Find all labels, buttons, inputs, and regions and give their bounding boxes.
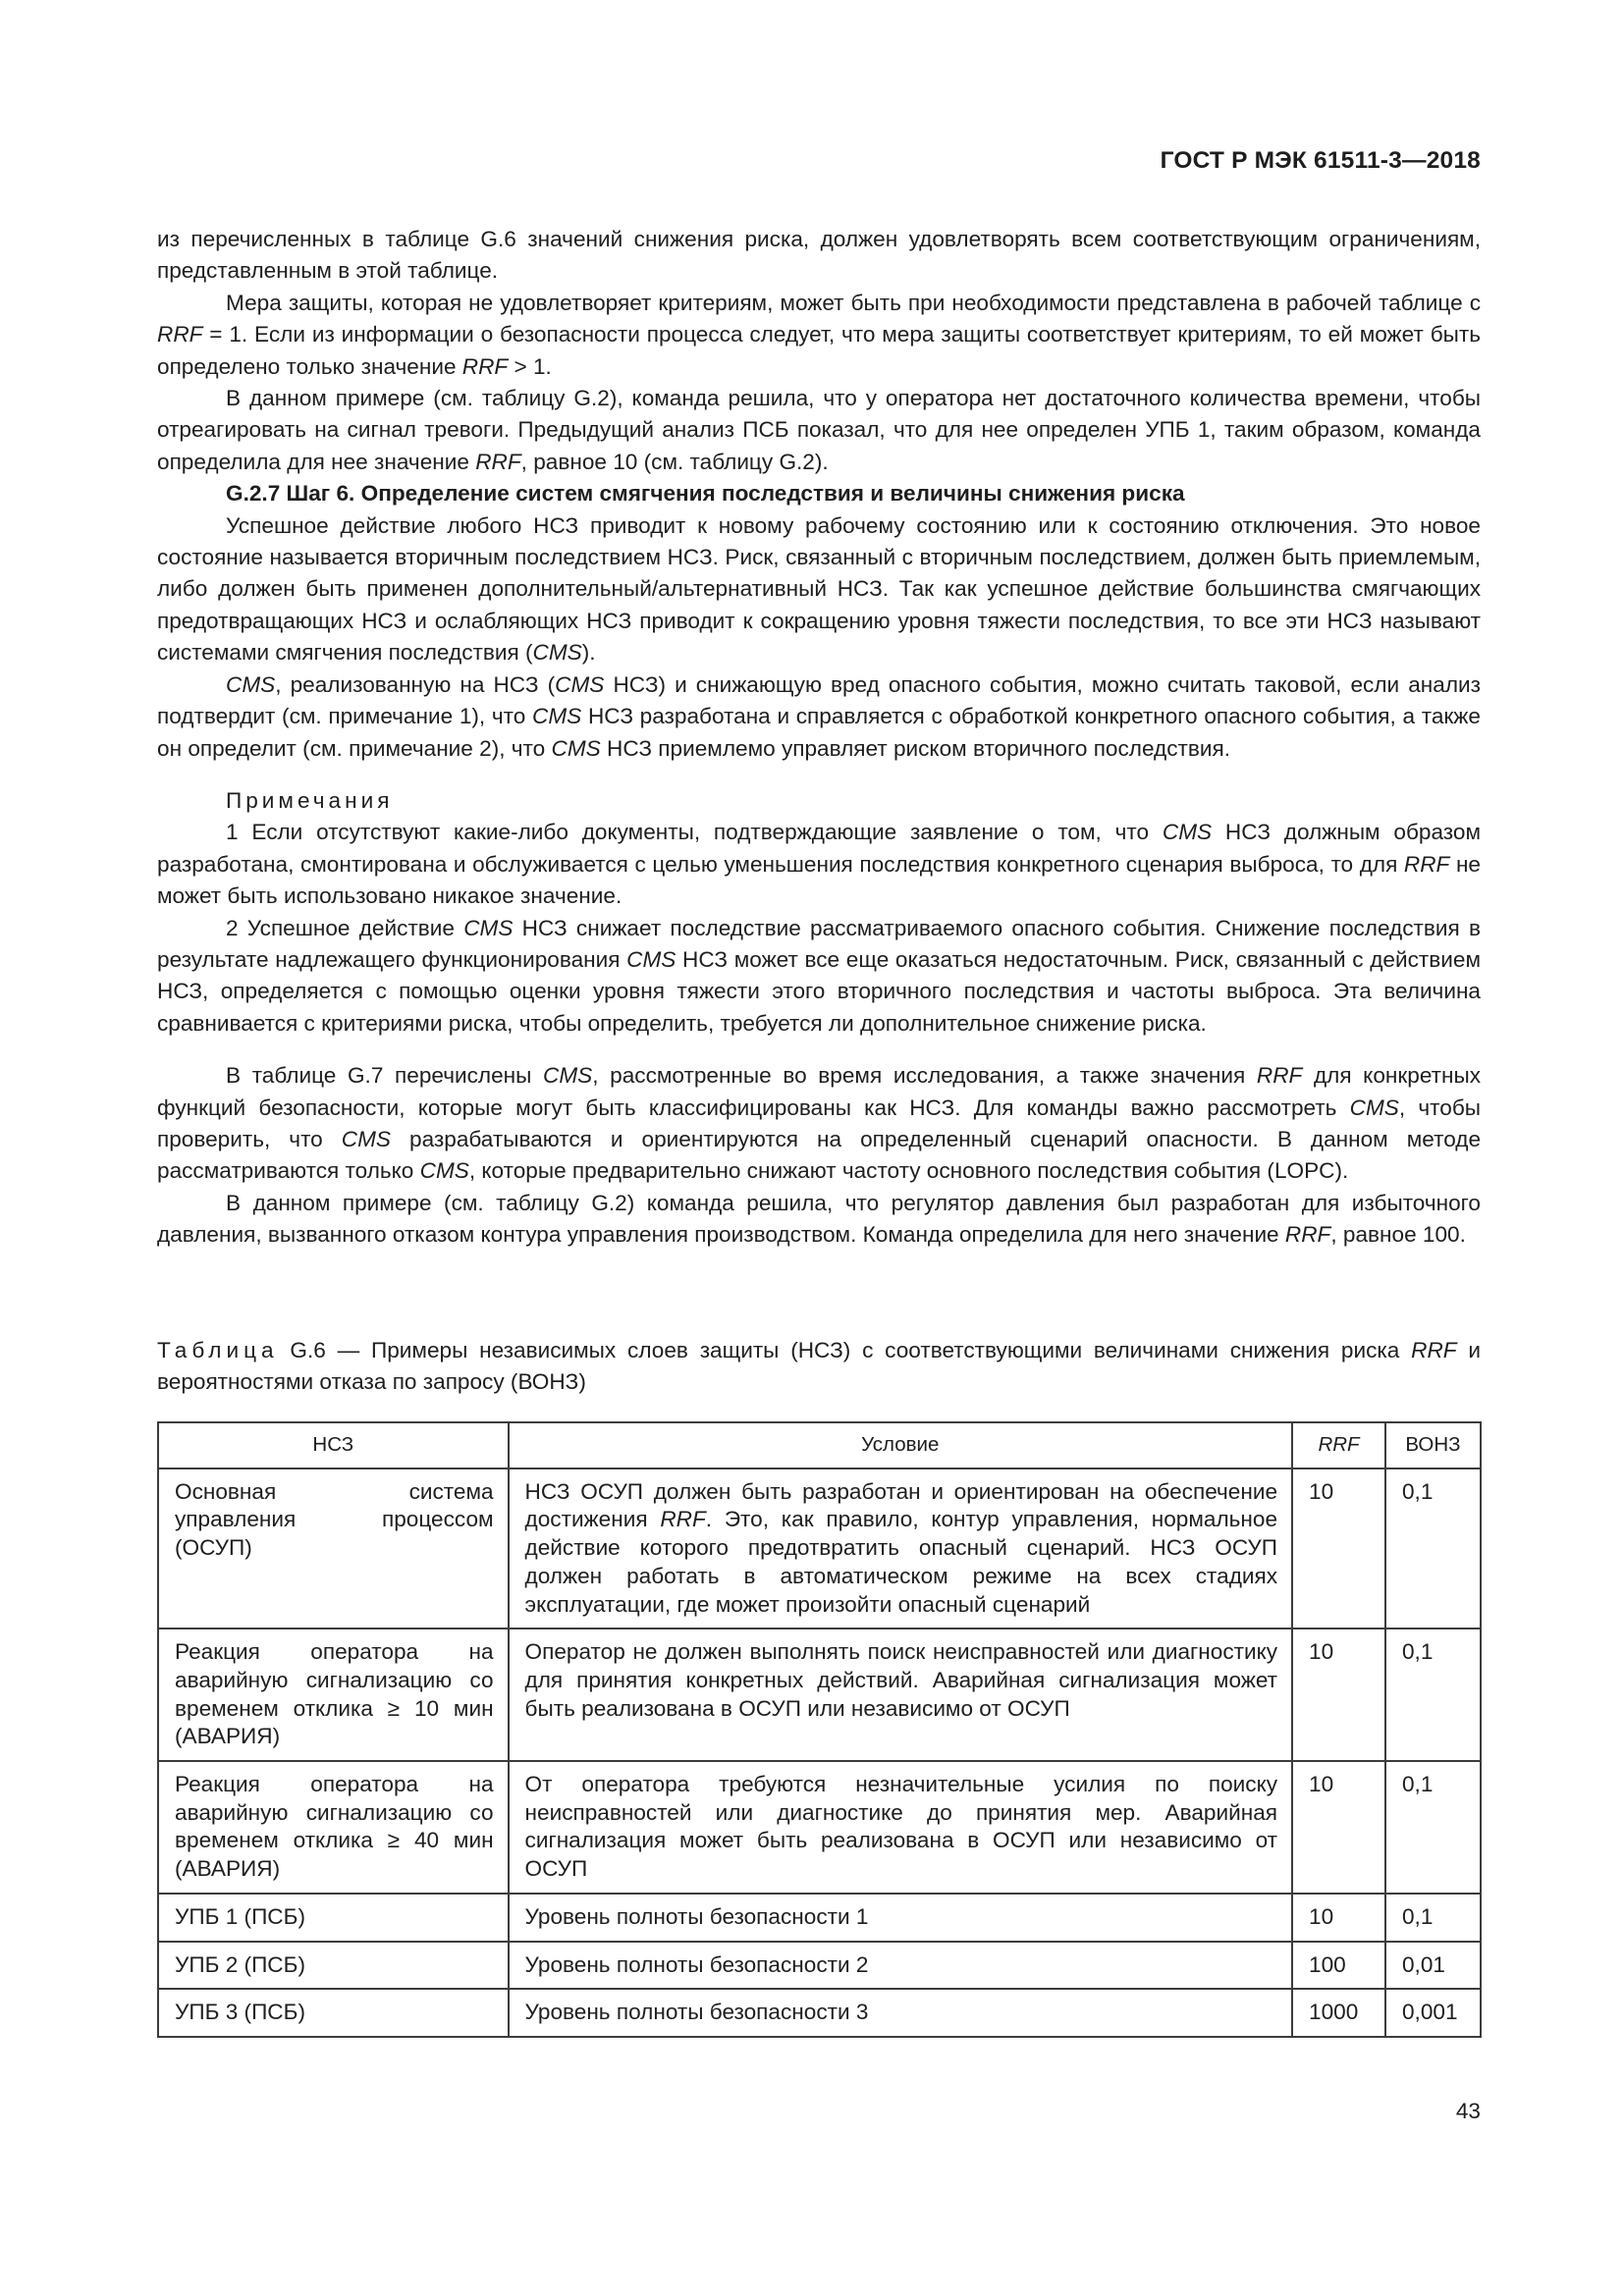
cell-rrf: 10 <box>1292 1629 1385 1761</box>
table-row <box>158 1942 1481 1990</box>
table-row <box>158 1468 1481 1629</box>
table-row <box>158 1761 1481 1894</box>
term-cms: CMS <box>532 640 582 666</box>
cell-pfd: 0,1 <box>1385 1894 1481 1942</box>
cell-condition: Уровень полноты безопасности 1 <box>509 1894 1292 1942</box>
paragraph: В данном примере (см. таблицу G.2), команда решила, что у оператора нет достаточного количества времени, чтобы отреагировать на сигнал тревоги. Предыдущий анализ ПСБ показал, что для нее определен УПБ 1, таким образом, команда определила для нее значение RRF, равное 10 (см. таблицу G.2). <box>157 386 1481 474</box>
term-rrf: RRF <box>660 1507 706 1532</box>
term-cms: CMS <box>1162 820 1213 845</box>
paragraph: CMS, реализованную на НСЗ (CMS НСЗ) и снижающую вред опасного события, можно считать таковой, если анализ подтвердит (см. примечание 1), что CMS НСЗ разработана и справляется с обработкой конкретного опасного события, а также он определит (см. примечание 2), что CMS НСЗ приемлемо управляет риском вторичного последствия. <box>157 671 1481 761</box>
table-g6 <box>157 1421 1482 2038</box>
term-cms: CMS <box>543 1063 593 1089</box>
cell-rrf: 10 <box>1292 1761 1385 1894</box>
cell-layer: Реакция оператора на аварийную сигнализацию со временем отклика ≥ 10 мин (АВАРИЯ) <box>158 1629 509 1761</box>
table-row <box>158 1894 1481 1942</box>
header-pfd: ВОНЗ <box>1385 1422 1481 1468</box>
term-rrf: RRF <box>1411 1338 1457 1362</box>
paragraph: Мера защиты, которая не удовлетворяет критериям, может быть при необходимости представлена в рабочей таблице с RRF = 1. Если из информации о безопасности процесса следует, что мера защиты соответствует критериям, то ей может быть определено только значение RRF > 1. <box>157 290 1481 379</box>
header-rrf: RRF <box>1292 1422 1385 1468</box>
cell-pfd: 0,1 <box>1385 1468 1481 1629</box>
cell-condition: От оператора требуются незначительные усилия по поиску неисправностей или диагностике до принятия мер. Аварийная сигнализация может быть реализована в ОСУП или независимо от ОСУП <box>509 1761 1292 1894</box>
cell-condition: НСЗ ОСУП должен быть разработан и ориентирован на обеспечение достижения RRF. Это, как правило, контур управления, нормальное действие которого предотвратить опасный сценарий. НСЗ ОСУП должен работать в автоматическом режиме на всех стадиях эксплуатации, где может произойти опасный сценарий <box>509 1468 1292 1629</box>
term-cms: CMS <box>551 735 601 761</box>
cell-condition: Оператор не должен выполнять поиск неисправностей или диагностику для принятия конкретных действий. Аварийная сигнализация может быть реализована в ОСУП или независимо от ОСУП <box>509 1629 1292 1761</box>
term-rrf: RRF <box>157 322 203 347</box>
term-rrf: RRF <box>475 449 521 474</box>
cell-pfd: 0,1 <box>1385 1629 1481 1761</box>
paragraph: Успешное действие любого НСЗ приводит к новому рабочему состоянию или к состоянию отключения. Это новое состояние называется вторичным последствием НСЗ. Риск, связанный с вторичным последствием, должен быть приемлемым, либо должен быть применен дополнительный/альтернативный НСЗ. Так как успешное действие большинства смягчающих предотвращающих НСЗ и ослабляющих НСЗ приводит к сокращению уровня тяжести последствия, то все эти НСЗ называют системами смягчения последствия (CMS). <box>157 512 1481 666</box>
term-cms: CMS <box>341 1126 391 1151</box>
header-condition: Условие <box>509 1422 1292 1468</box>
header-layer: НСЗ <box>158 1422 509 1468</box>
cell-layer: Реакция оператора на аварийную сигнализацию со временем отклика ≥ 40 мин (АВАРИЯ) <box>158 1761 509 1894</box>
cell-rrf: 10 <box>1292 1468 1385 1629</box>
term-cms: CMS <box>226 671 276 697</box>
note-2: 2 Успешное действие CMS НСЗ снижает последствие рассматриваемого опасного события. Снижение последствия в результате надлежащего функционирования CMS НСЗ может все еще оказаться недостаточным. Риск, связанный с действием НСЗ, определяется с помощью оценки уровня тяжести этого вторичного последствия и частоты выброса. Эта величина сравнивается с критериями риска, чтобы определить, требуется ли дополнительное снижение риска. <box>157 915 1481 1036</box>
paragraph: В таблице G.7 перечислены CMS, рассмотренные во время исследования, а также значения RRF для конкретных функций безопасности, которые могут быть классифицированы как НСЗ. Для команды важно рассмотреть CMS, чтобы проверить, что CMS разрабатываются и ориентируются на определенный сценарий опасности. В данном методе рассматриваются только CMS, которые предварительно снижают частоту основного последствия события (LOPC). <box>157 1063 1482 1184</box>
paragraph: В данном примере (см. таблицу G.2) команда решила, что регулятор давления был разработан для избыточного давления, вызванного отказом контура управления производством. Команда определила для него значение RRF, равное 100. <box>157 1190 1481 1248</box>
page-number: 43 <box>1455 2099 1481 2123</box>
table-row <box>158 1989 1481 2037</box>
term-cms: CMS <box>1349 1095 1399 1120</box>
cell-layer: УПБ 2 (ПСБ) <box>158 1942 509 1990</box>
table-caption-label: Таблица <box>157 1338 279 1362</box>
table-caption: Таблица G.6 — Примеры независимых слоев защиты (НСЗ) с соответствующими величинами снижения риска RRF и вероятностями отказа по запросу (ВОНЗ) <box>157 1338 1481 1395</box>
term-cms: CMS <box>532 704 582 729</box>
term-rrf: RRF <box>1256 1063 1303 1089</box>
cell-pfd: 0,001 <box>1385 1989 1481 2037</box>
table-header-row <box>158 1422 1481 1468</box>
note-1: 1 Если отсутствуют какие-либо документы, подтверждающие заявление о том, что CMS НСЗ должным образом разработана, смонтирована и обслуживается с целью уменьшения последствия конкретного сценария выброса, то для RRF не может быть использовано никакое значение. <box>157 820 1481 909</box>
term-cms: CMS <box>419 1158 469 1184</box>
paragraph: из перечисленных в таблице G.6 значений снижения риска, должен удовлетворять всем соответствующим ограничениям, представленным в этой таблице. <box>157 227 1481 284</box>
cell-rrf: 100 <box>1292 1942 1385 1990</box>
cell-pfd: 0,1 <box>1385 1761 1481 1894</box>
cell-pfd: 0,01 <box>1385 1942 1481 1990</box>
term-cms: CMS <box>555 671 605 697</box>
term-rrf: RRF <box>1403 851 1450 877</box>
table-row <box>158 1629 1481 1761</box>
cell-condition: Уровень полноты безопасности 2 <box>509 1942 1292 1990</box>
cell-condition: Уровень полноты безопасности 3 <box>509 1989 1292 2037</box>
cell-rrf: 1000 <box>1292 1989 1385 2037</box>
section-heading: G.2.7 Шаг 6. Определение систем смягчения последствия и величины снижения риска <box>226 481 1185 507</box>
cell-layer: УПБ 1 (ПСБ) <box>158 1894 509 1942</box>
term-cms: CMS <box>463 915 514 940</box>
body-text <box>157 224 1481 1252</box>
cell-layer: Основная система управления процессом (ОСУП) <box>158 1468 509 1629</box>
cell-layer: УПБ 3 (ПСБ) <box>158 1989 509 2037</box>
term-rrf: RRF <box>461 353 509 379</box>
term-rrf: RRF <box>1284 1222 1331 1248</box>
cell-rrf: 10 <box>1292 1894 1385 1942</box>
term-cms: CMS <box>626 946 677 972</box>
notes-title: Примечания <box>226 787 394 813</box>
document-id-header: ГОСТ Р МЭК 61511-3—2018 <box>1160 147 1481 174</box>
